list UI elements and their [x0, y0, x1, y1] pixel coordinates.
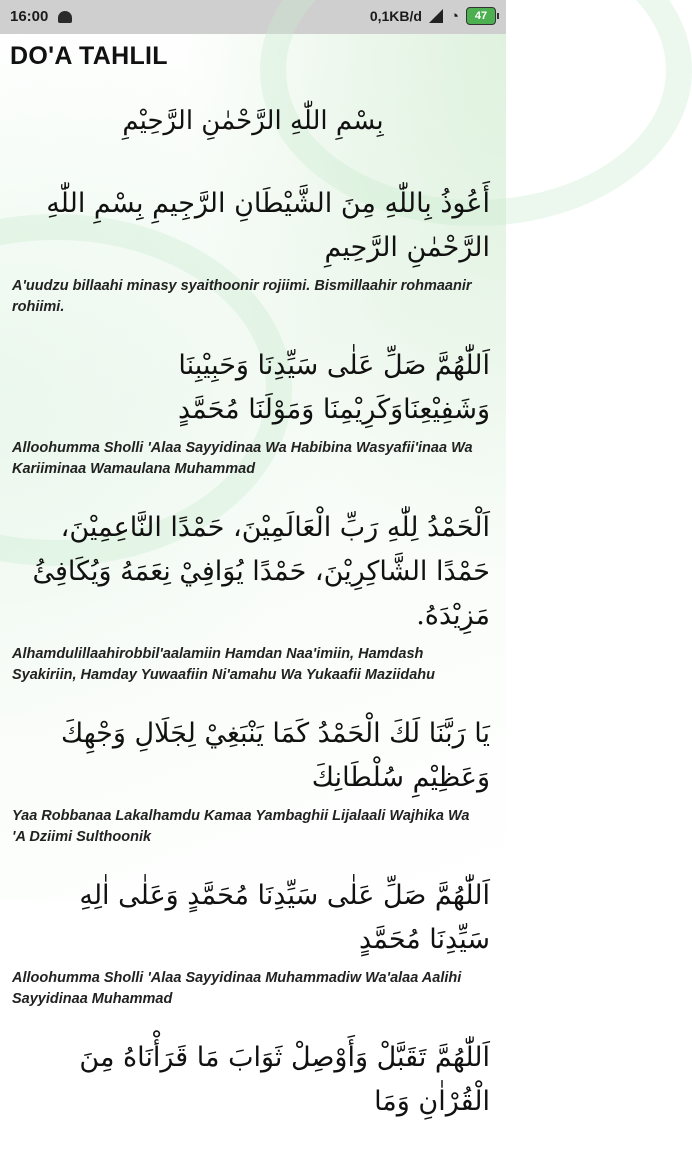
arabic-text: أَعُوذُ بِاللّٰهِ مِنَ الشَّيْطَانِ الرَّجِيمِ بِسْمِ اللّٰهِ الرَّحْمٰنِ الرَّحِيمِ — [46, 188, 490, 263]
transliteration-text: Alhamdulillaahirobbil'aalamiin Hamdan Naa'imiin, Hamdash Syakiriin, Hamday Yuwaafiin Ni'amahu Wa Yukaafii Maziidahu — [12, 646, 436, 683]
arabic-text: اَللّٰهُمَّ صَلِّ عَلٰى سَيِّدِنَا مُحَمَّدٍ وَعَلٰى اٰلِهِ سَيِّدِنَا مُحَمَّدٍ — [79, 880, 490, 955]
prayer-entry — [12, 712, 498, 848]
prayer-entry — [12, 344, 498, 480]
network-speed: 0,1KB/d — [369, 8, 422, 24]
status-left — [10, 8, 72, 25]
wifi-icon: ◔ — [449, 7, 459, 25]
status-bar — [0, 0, 506, 34]
bismillah-heading: بِسْمِ اللّٰهِ الرَّحْمٰنِ الرَّحِيْمِ — [122, 106, 384, 136]
prayer-entry — [12, 506, 498, 686]
arabic-text: اَلْحَمْدُ لِلّٰهِ رَبِّ الْعَالَمِيْنَ، حَمْدًا النَّاعِمِيْنَ، حَمْدًا الشَّاكِرِيْنَ، حَمْدًا يُوَافِيْ نِعَمَهُ وَيُكَافِئُ مَزِيْدَهُ. — [32, 512, 490, 631]
transliteration-text: Alloohumma Sholli 'Alaa Sayyidinaa Muhammadiw Wa'alaa Aalihi Sayyidinaa Muhammad — [12, 970, 462, 1007]
arabic-text: يَا رَبَّنَا لَكَ الْحَمْدُ كَمَا يَنْبَغِيْ لِجَلَالِ وَجْهِكَ وَعَظِيْمِ سُلْطَانِكَ — [60, 718, 490, 793]
battery-icon: 47 — [466, 7, 496, 25]
transliteration-text: A'uudzu billaahi minasy syaithoonir rojiimi. Bismillaahir rohmaanir rohiimi. — [12, 278, 472, 315]
prayer-entry — [12, 1036, 498, 1124]
signal-icon — [429, 9, 443, 23]
prayer-list — [12, 182, 498, 1150]
android-icon — [58, 11, 72, 23]
status-right — [370, 7, 496, 25]
transliteration-text: Alloohumma Sholli 'Alaa Sayyidinaa Wa Habibina Wasyafii'inaa Wa Kariiminaa Wamaulana Muhammad — [12, 440, 473, 477]
prayer-entry — [12, 182, 498, 318]
content-area[interactable] — [0, 34, 506, 1117]
arabic-text: اَللّٰهُمَّ تَقَبَّلْ وَأَوْصِلْ ثَوَابَ مَا قَرَأْنَاهُ مِنَ الْقُرْاٰنِ وَمَا — [79, 1042, 490, 1117]
transliteration-text: Yaa Robbanaa Lakalhamdu Kamaa Yambaghii Lijalaali Wajhika Wa 'A Dziimi Sulthoonik — [12, 808, 470, 845]
page-title: DO'A TAHLIL — [10, 42, 168, 70]
prayer-entry — [12, 874, 498, 1010]
arabic-text: اَللّٰهُمَّ صَلِّ عَلٰى سَيِّدِنَا وَحَبِيْبِنَا وَشَفِيْعِنَاوَكَرِيْمِنَا وَمَوْلَنَا مُحَمَّدٍ — [177, 350, 490, 425]
status-time: 16:00 — [10, 8, 49, 25]
